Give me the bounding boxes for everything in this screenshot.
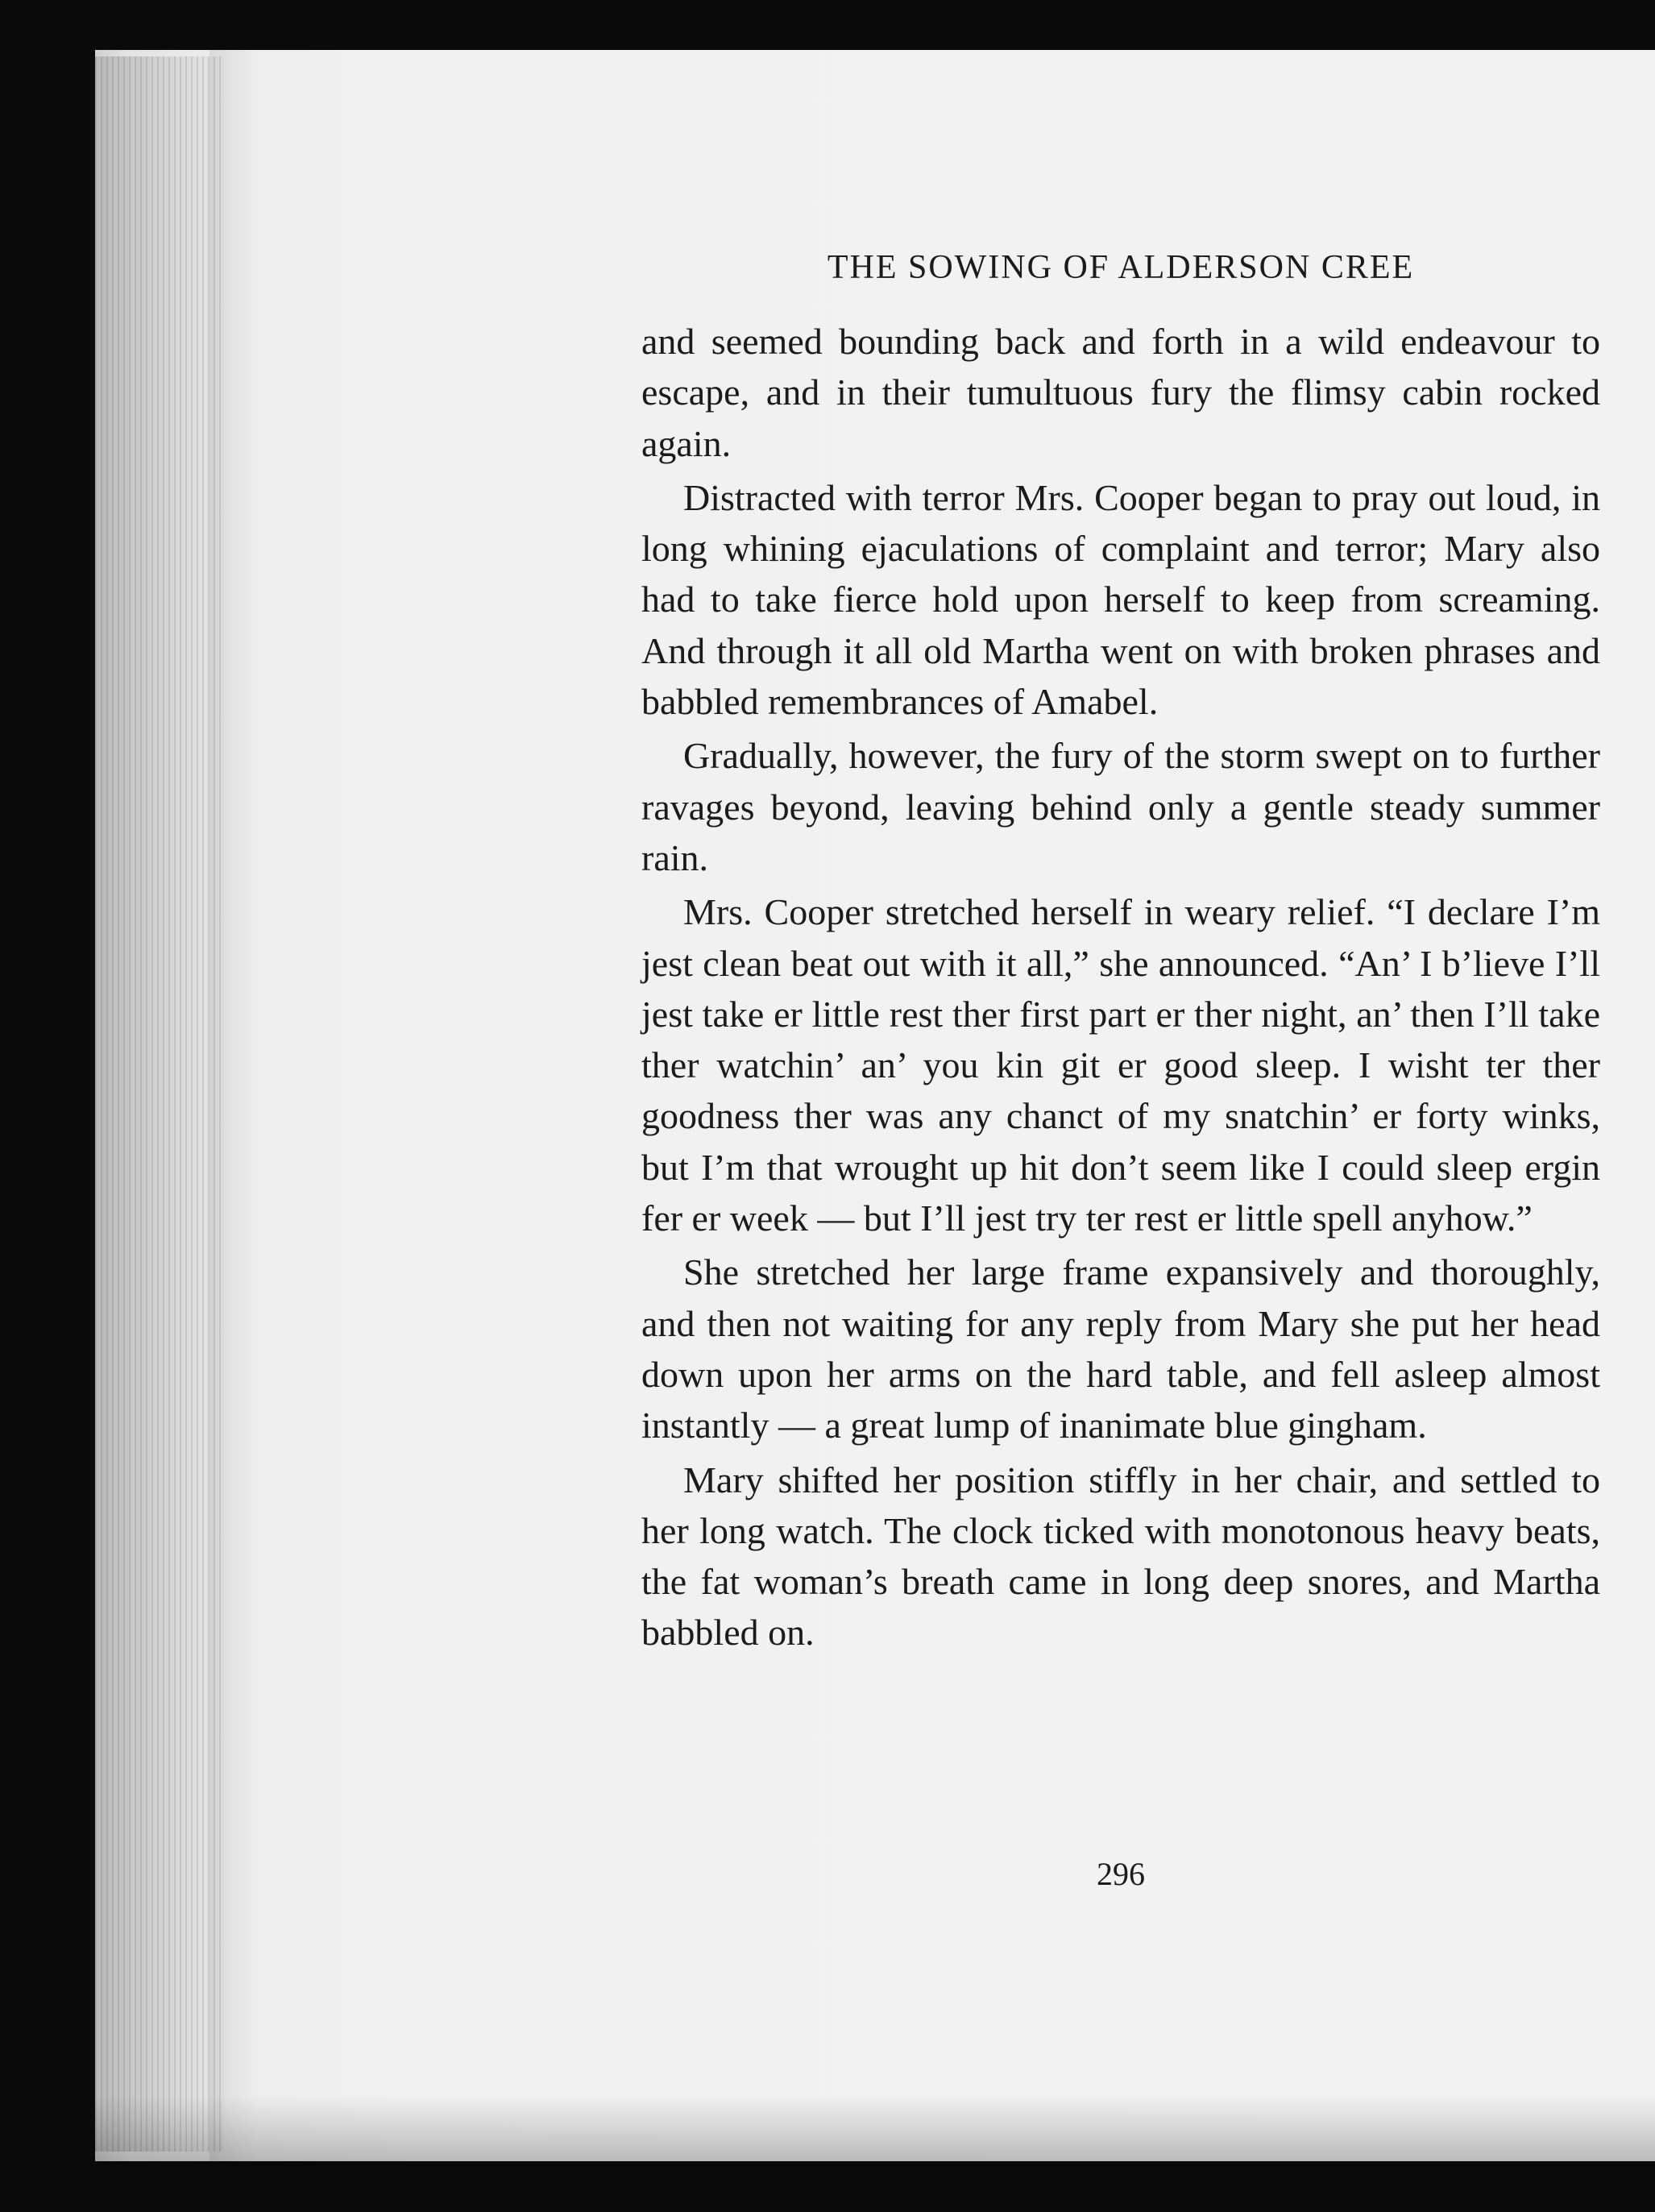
paragraph-2: Distracted with terror Mrs. Cooper began to pray out loud, in long whining ejaculations of complaint and terror; Mary also had to take fierce hold upon herself to keep from screaming. And through it all old Martha went on with broken phrases and babbled remembrances of Amabel.	[641, 476, 1600, 723]
paragraph-3: Gradually, however, the fury of the storm swept on to further ravages beyond, leaving behind only a gentle steady summer rain.	[641, 735, 1600, 878]
paragraph-4: Mrs. Cooper stretched herself in weary relief. “I declare I’m jest clean beat out with it all,” she announced. “An’ I b’lieve I’ll jest take er little rest ther first part er ther night, an’ then I’ll take ther watchin’ an’ you kin git er good sleep. I wisht ter ther goodness ther was any chanct of my snatchin’ er forty winks, but I’m that wrought up hit don’t seem like I could sleep ergin fer er week — but I’ll jest try ter rest er little spell anyhow.”	[641, 891, 1600, 1239]
paragraph-5: She stretched her large frame expansively and thoroughly, and then not waiting for any reply from Mary she put her head down upon her arms on the hard table, and fell asleep almost instantly — a great lump of inanimate blue gingham.	[641, 1251, 1600, 1446]
spine-shadow	[209, 50, 258, 2161]
paragraph-6: Mary shifted her position stiffly in her chair, and settled to her long watch. The clock ticked with monotonous heavy beats, the fat woman’s breath came in long deep snores, and Martha babbled on.	[641, 1459, 1600, 1654]
paragraph-1: and seemed bounding back and forth in a wild endeavour to escape, and in their tumultuous fury the flimsy cabin rocked again.	[641, 321, 1600, 464]
body-text	[641, 316, 1600, 1662]
running-head: THE SOWING OF ALDERSON CREE	[827, 249, 1415, 286]
page-number: 296	[1097, 1856, 1145, 1892]
bottom-shadow	[95, 2095, 1655, 2168]
page-edges	[95, 56, 224, 2152]
